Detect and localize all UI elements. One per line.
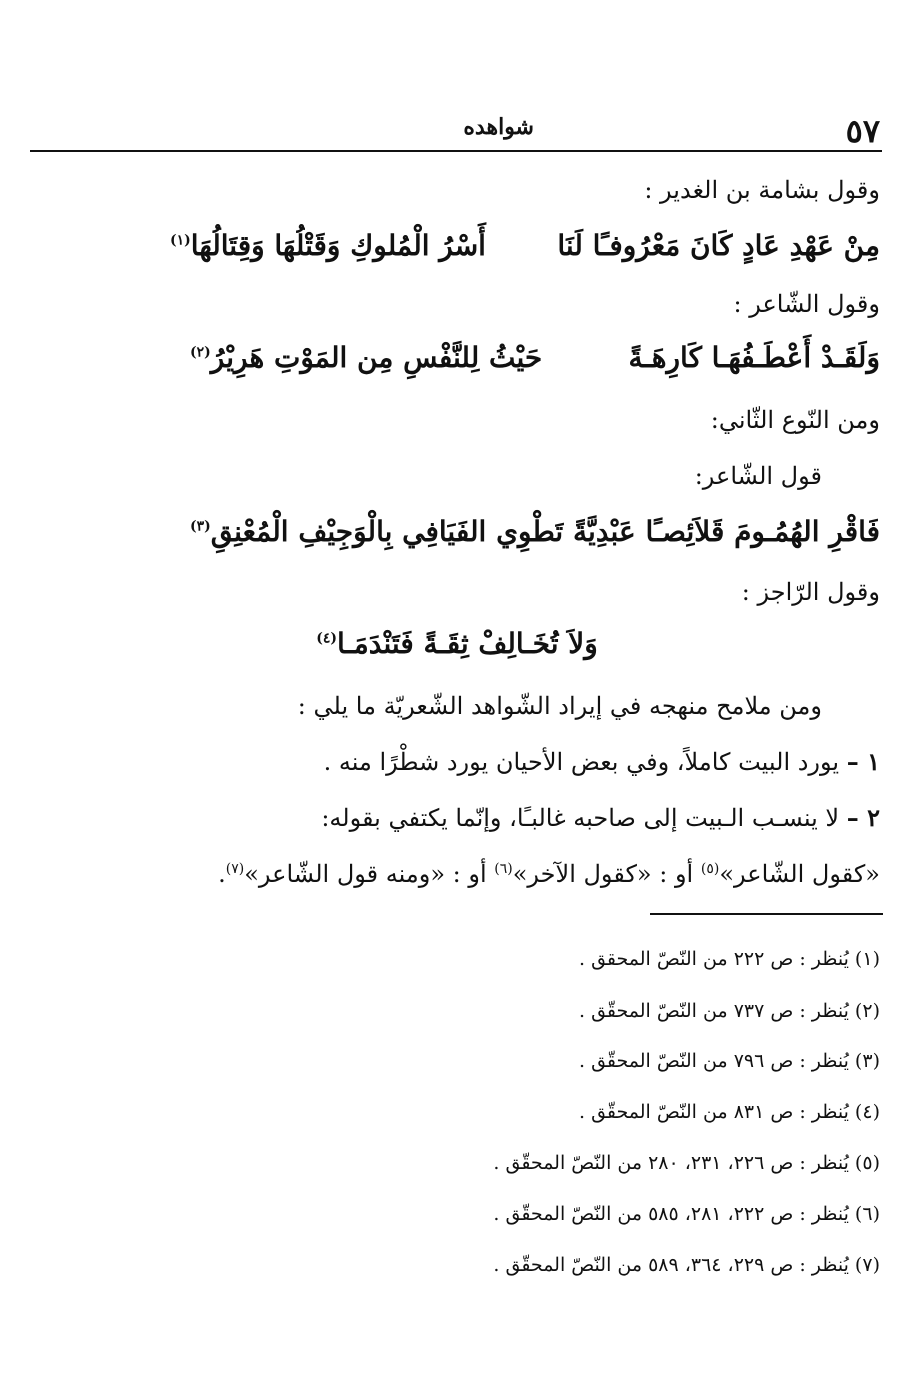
verse-3-left-text: تَطْوِي الفَيَافِي بِالْوَجِيْفِ الْمُعْنِقِ — [210, 515, 564, 548]
footnote-ref-4[interactable]: (٤) — [316, 630, 338, 647]
footnote-6: (٦) يُنظر : ص ٢٢٢، ٢٨١، ٥٨٥ من النّصّ المحقّق . — [493, 1203, 880, 1225]
footnote-4: (٤) يُنظر : ص ٨٣١ من النّصّ المحقّق . — [578, 1101, 880, 1123]
verse-3-right: فَاقْرِ الهُمُـومَ قَلاَئِصـًا عَبْدِيَّةً — [573, 515, 880, 548]
footnote-ref-5[interactable]: (٥) — [700, 861, 720, 877]
quote-2: «كقول الآخر» — [512, 860, 652, 888]
list-item-2-text: لا ينسـب الـبيت إلى صاحبه غالبـًا، وإنّما يكتفي بقوله: — [321, 804, 840, 832]
method-intro-line: ومن ملامح منهجه في إيراد الشّواهد الشّعريّة ما يلي : — [297, 692, 822, 720]
intro-line-rajiz: وقول الرّاجز : — [741, 578, 880, 606]
list-item-1-text: يورد البيت كاملاً، وفي بعض الأحيان يورد شطْرًا منه . — [323, 748, 840, 776]
line-end: . — [218, 860, 226, 888]
list-item-2 — [321, 798, 880, 838]
quoted-formulas-line — [218, 854, 880, 894]
separator-1: أو : — [659, 860, 694, 888]
footnote-2: (٢) يُنظر : ص ٧٣٧ من النّصّ المحقّق . — [578, 1000, 880, 1022]
separator-2: أو : — [452, 860, 487, 888]
footnote-ref-1[interactable]: (١) — [170, 232, 191, 249]
intro-line-poet-2: قول الشّاعر: — [694, 462, 822, 490]
footnote-ref-3[interactable]: (٣) — [190, 518, 211, 535]
page-number: ٥٧ — [845, 112, 880, 150]
verse-4 — [0, 620, 914, 668]
verse-1-left — [170, 222, 486, 270]
footnote-5: (٥) يُنظر : ص ٢٢٦، ٢٣١، ٢٨٠ من النّصّ المحقّق . — [493, 1152, 880, 1174]
header-rule — [30, 150, 882, 152]
verse-4-text: وَلاَ تُخَـالِفْ ثِقَـةً فَتَنْدَمَـا — [337, 627, 598, 660]
footnote-7: (٧) يُنظر : ص ٢٢٩، ٣٦٤، ٥٨٩ من النّصّ المحقّق . — [493, 1254, 880, 1276]
verse-1-right: مِنْ عَهْدِ عَادٍ كَانَ مَعْرُوفـًا لَنَا — [557, 229, 880, 262]
footnote-ref-6[interactable]: (٦) — [494, 861, 513, 877]
verse-2-right: وَلَقَـدْ أَعْطَـفُهَـا كَارِهَـةً — [628, 341, 880, 374]
footnote-ref-2[interactable]: (٢) — [190, 344, 211, 361]
verse-1-left-text: أَسْرُ الْمُلوكِ وَقَتْلُهَا وَقِتَالُهَا — [190, 229, 486, 262]
footnote-3: (٣) يُنظر : ص ٧٩٦ من النّصّ المحقّق . — [578, 1050, 880, 1072]
footnote-separator — [650, 913, 883, 915]
list-item-2-number: ٢ – — [846, 803, 880, 832]
quote-1: «كقول الشّاعر» — [719, 860, 880, 888]
list-item-1-number: ١ – — [846, 747, 880, 776]
verse-2-left-text: حَيْثُ لِلنَّفْسِ مِن المَوْتِ هَرِيْرُ — [210, 341, 543, 374]
verse-2-left — [190, 334, 542, 382]
intro-line-poet-1: وقول الشّاعر : — [733, 290, 880, 318]
quote-3: «ومنه قول الشّاعر» — [244, 860, 446, 888]
footnote-1: (١) يُنظر : ص ٢٢٢ من النّصّ المحقق . — [578, 948, 880, 970]
verse-3-left — [190, 508, 563, 556]
running-title: شواهده — [463, 114, 534, 140]
section-line-second-type: ومن النّوع الثّاني: — [710, 406, 880, 434]
footnote-ref-7[interactable]: (٧) — [225, 861, 245, 877]
list-item-1 — [324, 742, 880, 782]
intro-line-bashama: وقول بشامة بن الغدير : — [644, 176, 880, 204]
